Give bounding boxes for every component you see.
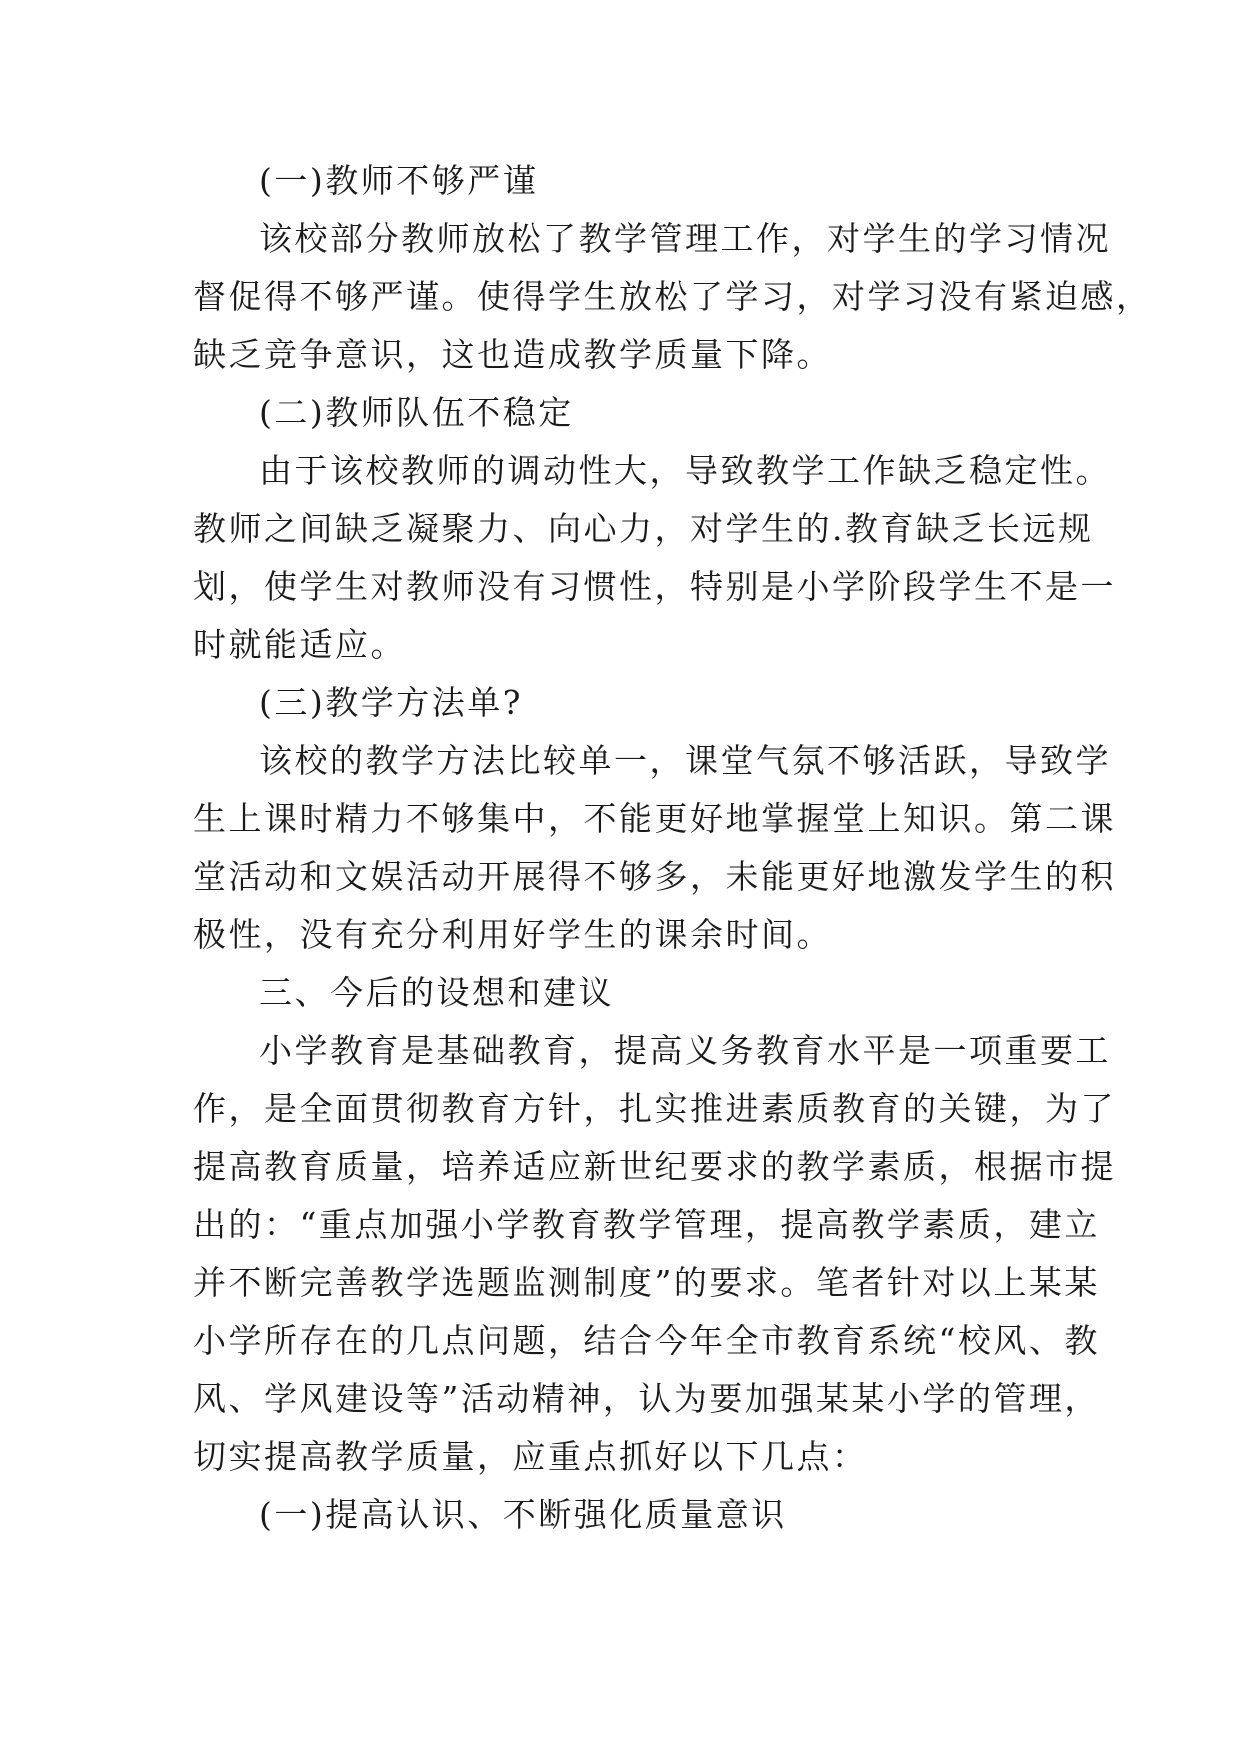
section-heading-raise-awareness: (一)提高认识、不断强化质量意识 <box>259 1495 787 1534</box>
paragraph-line: 切实提高教学质量，应重点抓好以下几点： <box>193 1437 868 1476</box>
section-heading-teachers-not-rigorous: (一)教师不够严谨 <box>259 161 539 200</box>
paragraph-line: 教师之间缺乏凝聚力、向心力，对学生的.教育缺乏长远规 <box>193 509 1094 548</box>
paragraph-line: 风、学风建设等”活动精神，认为要加强某某小学的管理， <box>193 1379 1100 1418</box>
paragraph-line: 小学所存在的几点问题，结合今年全市教育系统“校风、教 <box>193 1321 1100 1360</box>
paragraph-line: 缺乏竞争意识，这也造成教学质量下降。 <box>193 335 832 374</box>
paragraph-line: 时就能适应。 <box>193 625 406 664</box>
document-page <box>193 152 1152 1544</box>
paragraph-line: 出的：“重点加强小学教育教学管理，提高教学素质，建立 <box>193 1205 1100 1244</box>
paragraph-line: 该校的教学方法比较单一，课堂气氛不够活跃，导致学 <box>259 741 1111 780</box>
section-heading-future-suggestions: 三、今后的设想和建议 <box>259 973 614 1012</box>
section-heading-teaching-method: (三)教学方法单? <box>259 683 523 722</box>
paragraph-line: 极性，没有充分利用好学生的课余时间。 <box>193 915 832 954</box>
paragraph-line: 划，使学生对教师没有习惯性，特别是小学阶段学生不是一 <box>193 567 1116 606</box>
paragraph-line: 督促得不够严谨。使得学生放松了学习，对学习没有紧迫感， <box>193 277 1152 316</box>
paragraph-line: 并不断完善教学选题监测制度”的要求。笔者针对以上某某 <box>193 1263 1100 1302</box>
paragraph-line: 提高教育质量，培养适应新世纪要求的教学素质，根据市提 <box>193 1147 1116 1186</box>
paragraph-line: 作，是全面贯彻教育方针，扎实推进素质教育的关键，为了 <box>193 1089 1116 1128</box>
paragraph-line: 小学教育是基础教育，提高义务教育水平是一项重要工 <box>259 1031 1111 1070</box>
paragraph-line: 生上课时精力不够集中，不能更好地掌握堂上知识。第二课 <box>193 799 1116 838</box>
paragraph-line: 该校部分教师放松了教学管理工作，对学生的学习情况 <box>259 219 1111 258</box>
paragraph-line: 由于该校教师的调动性大，导致教学工作缺乏稳定性。 <box>259 451 1111 490</box>
section-heading-teacher-team-unstable: (二)教师队伍不稳定 <box>259 393 574 432</box>
paragraph-line: 堂活动和文娱活动开展得不够多，未能更好地激发学生的积 <box>193 857 1116 896</box>
